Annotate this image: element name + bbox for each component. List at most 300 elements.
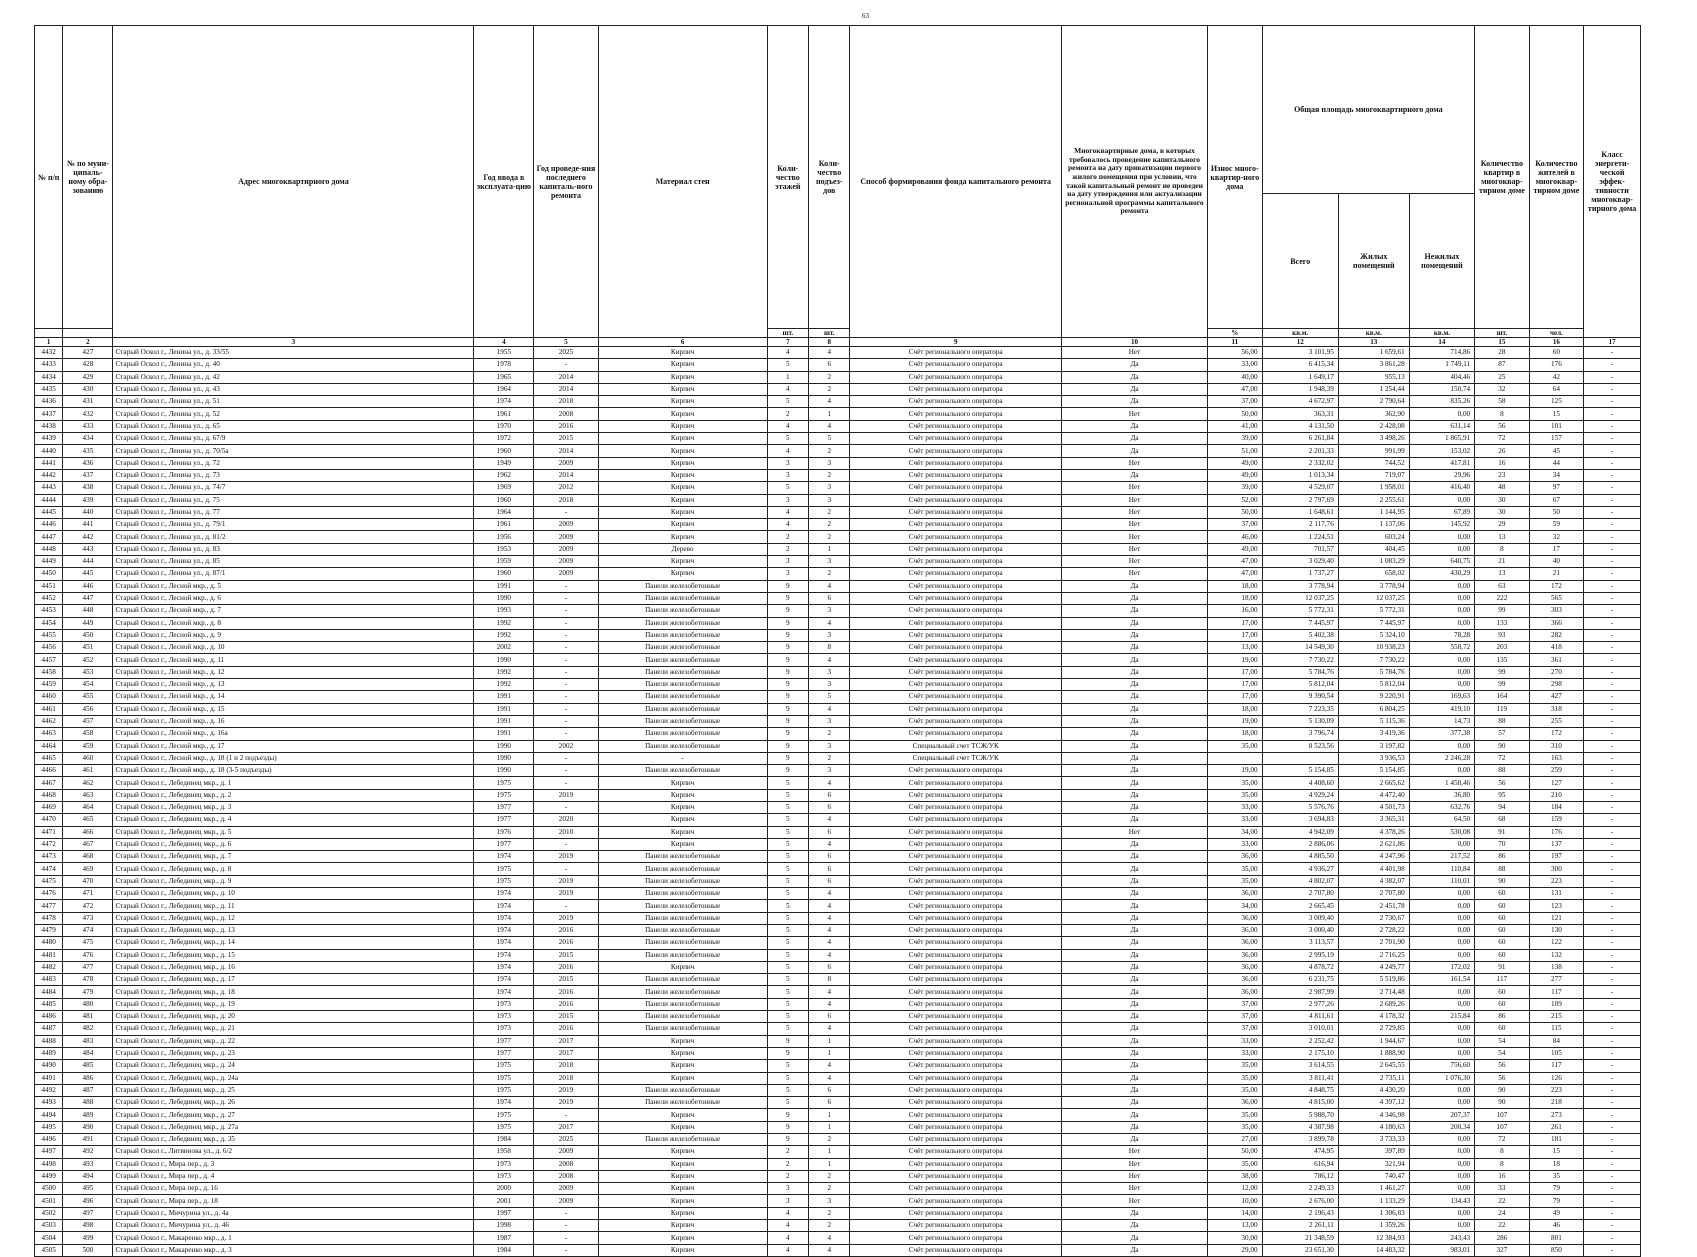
cell-wall-material: Панели железобетонные <box>598 617 767 629</box>
cell-year-built: 1974 <box>474 851 534 863</box>
cell-area-living: 991,99 <box>1338 445 1409 457</box>
cell-energy-class: - <box>1584 1134 1641 1146</box>
cell-address: Старый Оскол г., Лесной мкр., д. 14 <box>113 691 474 703</box>
cell-entrances: 4 <box>809 396 850 408</box>
cell-no: 4479 <box>35 924 63 936</box>
cell-entrances: 6 <box>809 961 850 973</box>
cell-apartments: 57 <box>1475 728 1530 740</box>
cell-year-repair: 2019 <box>534 1084 598 1096</box>
cell-mun-no: 471 <box>63 888 113 900</box>
cell-address: Старый Оскол г., Ленина ул., д. 40 <box>113 359 474 371</box>
cell-apartments: 32 <box>1475 383 1530 395</box>
table-row <box>35 851 1641 863</box>
cell-area-total: 786,12 <box>1262 1170 1338 1182</box>
cell-apartments: 60 <box>1475 949 1530 961</box>
cell-area-total: 1 649,17 <box>1262 371 1338 383</box>
cell-year-repair: 2019 <box>534 1097 598 1109</box>
cell-floors: 2 <box>767 1158 808 1170</box>
cell-address: Старый Оскол г., Мира пер., д. 4 <box>113 1170 474 1182</box>
table-row <box>35 482 1641 494</box>
header-floors: Коли-чество этажей <box>767 26 808 329</box>
cell-mun-no: 449 <box>63 617 113 629</box>
table-row <box>35 924 1641 936</box>
cell-area-total: 2 261,11 <box>1262 1220 1338 1232</box>
cell-year-built: 1973 <box>474 998 534 1010</box>
cell-area-nonliving: 0,00 <box>1409 494 1474 506</box>
cell-wear: 36,00 <box>1208 851 1263 863</box>
cell-address: Старый Оскол г., Мичурина ул., д. 46 <box>113 1220 474 1232</box>
cell-area-nonliving: 0,00 <box>1409 1183 1474 1195</box>
cell-apartments: 99 <box>1475 666 1530 678</box>
cell-entrances: 1 <box>809 408 850 420</box>
cell-year-built: 2002 <box>474 642 534 654</box>
cell-year-repair: 2018 <box>534 1060 598 1072</box>
header-apartments: Количество квартир в многоквар-тирном доме <box>1475 26 1530 329</box>
cell-year-repair: 2016 <box>534 961 598 973</box>
cell-floors: 9 <box>767 654 808 666</box>
table-row <box>35 703 1641 715</box>
cell-repair-needed: Да <box>1061 961 1207 973</box>
cell-floors: 5 <box>767 888 808 900</box>
cell-year-repair: 2002 <box>534 740 598 752</box>
cell-repair-needed: Да <box>1061 1220 1207 1232</box>
cell-residents: 42 <box>1529 371 1584 383</box>
cell-residents: 137 <box>1529 838 1584 850</box>
cell-mun-no: 434 <box>63 433 113 445</box>
cell-energy-class: - <box>1584 900 1641 912</box>
cell-mun-no: 486 <box>63 1072 113 1084</box>
cell-area-living: 3 197,82 <box>1338 740 1409 752</box>
cell-area-living: 4 397,12 <box>1338 1097 1409 1109</box>
cell-wear: 37,00 <box>1208 1023 1263 1035</box>
cell-wall-material: - <box>598 752 767 764</box>
cell-mun-no: 437 <box>63 469 113 481</box>
cell-area-nonliving: 0,00 <box>1409 1220 1474 1232</box>
cell-mun-no: 495 <box>63 1183 113 1195</box>
cell-address: Старый Оскол г., Лебединец мкр., д. 10 <box>113 888 474 900</box>
cell-wear: 30,00 <box>1208 1232 1263 1244</box>
cell-residents: 44 <box>1529 457 1584 469</box>
cell-fund-method: Счёт регионального оператора <box>850 679 1062 691</box>
table-row <box>35 1195 1641 1207</box>
cell-year-built: 1977 <box>474 838 534 850</box>
cell-residents: 67 <box>1529 494 1584 506</box>
cell-repair-needed: Да <box>1061 715 1207 727</box>
cell-apartments: 87 <box>1475 359 1530 371</box>
cell-year-built: 1998 <box>474 1220 534 1232</box>
cell-energy-class: - <box>1584 629 1641 641</box>
cell-floors: 9 <box>767 592 808 604</box>
cell-area-living: 4 178,32 <box>1338 1011 1409 1023</box>
table-row <box>35 728 1641 740</box>
cell-area-nonliving: 0,00 <box>1409 949 1474 961</box>
cell-no: 4458 <box>35 666 63 678</box>
cell-repair-needed: Да <box>1061 728 1207 740</box>
table-row <box>35 469 1641 481</box>
cell-year-repair: - <box>534 777 598 789</box>
cell-no: 4439 <box>35 433 63 445</box>
cell-floors: 9 <box>767 1121 808 1133</box>
cell-residents: 210 <box>1529 789 1584 801</box>
cell-year-built: 1975 <box>474 1072 534 1084</box>
cell-residents: 64 <box>1529 383 1584 395</box>
cell-fund-method: Счёт регионального оператора <box>850 863 1062 875</box>
cell-area-living: 4 346,98 <box>1338 1109 1409 1121</box>
cell-area-living: 3 861,28 <box>1338 359 1409 371</box>
cell-wall-material: Кирпич <box>598 420 767 432</box>
cell-residents: 565 <box>1529 592 1584 604</box>
cell-apartments: 60 <box>1475 937 1530 949</box>
cell-area-nonliving: 530,08 <box>1409 826 1474 838</box>
cell-entrances: 4 <box>809 1244 850 1256</box>
cell-mun-no: 459 <box>63 740 113 752</box>
cell-address: Старый Оскол г., Лебединец мкр., д. 27 <box>113 1109 474 1121</box>
cell-entrances: 5 <box>809 433 850 445</box>
cell-area-total: 1 737,27 <box>1262 568 1338 580</box>
cell-floors: 5 <box>767 838 808 850</box>
unit-apartments: шт. <box>1475 329 1530 338</box>
cell-floors: 4 <box>767 1232 808 1244</box>
cell-area-nonliving: 430,29 <box>1409 568 1474 580</box>
cell-residents: 32 <box>1529 531 1584 543</box>
cell-area-total: 3 899,78 <box>1262 1134 1338 1146</box>
cell-area-nonliving: 0,00 <box>1409 1047 1474 1059</box>
cell-apartments: 90 <box>1475 875 1530 887</box>
cell-area-total: 12 037,25 <box>1262 592 1338 604</box>
cell-area-total: 1 224,51 <box>1262 531 1338 543</box>
cell-area-living: 2 729,85 <box>1338 1023 1409 1035</box>
cell-mun-no: 477 <box>63 961 113 973</box>
unit-wear: % <box>1208 329 1263 338</box>
cell-no: 4490 <box>35 1060 63 1072</box>
cell-floors: 9 <box>767 666 808 678</box>
cell-area-living: 5 812,04 <box>1338 679 1409 691</box>
cell-repair-needed: Да <box>1061 1023 1207 1035</box>
cell-area-nonliving: 0,00 <box>1409 1207 1474 1219</box>
cell-year-repair: 2025 <box>534 347 598 359</box>
table-row <box>35 765 1641 777</box>
table-row <box>35 740 1641 752</box>
cell-area-living: 397,89 <box>1338 1146 1409 1158</box>
cell-year-built: 1953 <box>474 543 534 555</box>
cell-entrances: 2 <box>809 752 850 764</box>
cell-area-nonliving: 1 458,46 <box>1409 777 1474 789</box>
cell-address: Старый Оскол г., Макаренко мкр., д. 1 <box>113 1232 474 1244</box>
cell-no: 4466 <box>35 765 63 777</box>
cell-entrances: 4 <box>809 654 850 666</box>
cell-floors: 5 <box>767 875 808 887</box>
cell-no: 4453 <box>35 605 63 617</box>
cell-area-nonliving: 0,00 <box>1409 838 1474 850</box>
cell-wear: 10,00 <box>1208 1195 1263 1207</box>
cell-year-repair: 2008 <box>534 1170 598 1182</box>
cell-residents: 218 <box>1529 1097 1584 1109</box>
cell-area-nonliving: 0,00 <box>1409 1035 1474 1047</box>
table-row <box>35 1146 1641 1158</box>
cell-fund-method: Счёт регионального оператора <box>850 482 1062 494</box>
table-row <box>35 1011 1641 1023</box>
cell-year-built: 1977 <box>474 1035 534 1047</box>
cell-entrances: 4 <box>809 838 850 850</box>
cell-area-total: 4 529,07 <box>1262 482 1338 494</box>
cell-repair-needed: Нет <box>1061 457 1207 469</box>
cell-entrances: 6 <box>809 1097 850 1109</box>
cell-wall-material: Кирпич <box>598 1146 767 1158</box>
cell-fund-method: Счёт регионального оператора <box>850 1207 1062 1219</box>
cell-area-living: 1 944,67 <box>1338 1035 1409 1047</box>
cell-wall-material: Панели железобетонные <box>598 851 767 863</box>
cell-wall-material: Панели железобетонные <box>598 740 767 752</box>
cell-area-nonliving: 419,10 <box>1409 703 1474 715</box>
cell-area-total: 23 651,30 <box>1262 1244 1338 1256</box>
cell-area-living: 4 501,73 <box>1338 801 1409 813</box>
cell-area-nonliving: 110,84 <box>1409 863 1474 875</box>
cell-area-nonliving: 0,00 <box>1409 679 1474 691</box>
cell-area-living: 2 707,80 <box>1338 888 1409 900</box>
cell-area-total: 4 408,60 <box>1262 777 1338 789</box>
cell-wear: 50,00 <box>1208 1146 1263 1158</box>
cell-repair-needed: Да <box>1061 629 1207 641</box>
cell-repair-needed: Да <box>1061 937 1207 949</box>
cell-apartments: 135 <box>1475 654 1530 666</box>
cell-year-repair: - <box>534 617 598 629</box>
cell-year-repair: 2019 <box>534 912 598 924</box>
cell-residents: 35 <box>1529 1170 1584 1182</box>
cell-wear: 49,00 <box>1208 469 1263 481</box>
cell-wear: 36,00 <box>1208 949 1263 961</box>
cell-apartments: 48 <box>1475 482 1530 494</box>
cell-no: 4493 <box>35 1097 63 1109</box>
cell-area-nonliving: 0,00 <box>1409 592 1474 604</box>
column-number: 4 <box>474 338 534 347</box>
column-number: 3 <box>113 338 474 347</box>
cell-fund-method: Счёт регионального оператора <box>850 1146 1062 1158</box>
cell-energy-class: - <box>1584 556 1641 568</box>
cell-area-nonliving: 558,72 <box>1409 642 1474 654</box>
table-row <box>35 592 1641 604</box>
cell-no: 4491 <box>35 1072 63 1084</box>
cell-year-built: 1974 <box>474 924 534 936</box>
cell-area-total <box>1262 752 1338 764</box>
cell-year-built: 1991 <box>474 728 534 740</box>
cell-residents: 223 <box>1529 1084 1584 1096</box>
cell-year-built: 1975 <box>474 875 534 887</box>
cell-energy-class: - <box>1584 912 1641 924</box>
table-row <box>35 1220 1641 1232</box>
cell-floors: 4 <box>767 1220 808 1232</box>
cell-no: 4445 <box>35 506 63 518</box>
cell-area-living: 7 730,22 <box>1338 654 1409 666</box>
cell-wear: 49,00 <box>1208 543 1263 555</box>
cell-wear: 35,00 <box>1208 1060 1263 1072</box>
cell-fund-method: Счёт регионального оператора <box>850 912 1062 924</box>
cell-fund-method: Счёт регионального оператора <box>850 1035 1062 1047</box>
cell-floors: 5 <box>767 359 808 371</box>
table-row <box>35 1134 1641 1146</box>
cell-wear: 50,00 <box>1208 506 1263 518</box>
cell-area-nonliving: 835,26 <box>1409 396 1474 408</box>
cell-entrances: 6 <box>809 875 850 887</box>
cell-floors: 9 <box>767 679 808 691</box>
cell-energy-class: - <box>1584 1195 1641 1207</box>
cell-address: Старый Оскол г., Лебединец мкр., д. 25 <box>113 1084 474 1096</box>
table-row <box>35 801 1641 813</box>
cell-area-total: 4 131,50 <box>1262 420 1338 432</box>
cell-repair-needed: Да <box>1061 580 1207 592</box>
cell-fund-method: Счёт регионального оператора <box>850 580 1062 592</box>
cell-fund-method: Счёт регионального оператора <box>850 1023 1062 1035</box>
table-row <box>35 826 1641 838</box>
cell-energy-class: - <box>1584 875 1641 887</box>
cell-address: Старый Оскол г., Ленина ул., д. 74/7 <box>113 482 474 494</box>
cell-area-total: 4 885,50 <box>1262 851 1338 863</box>
header-year-built: Год ввода в эксплуата-цию <box>474 26 534 338</box>
cell-floors: 2 <box>767 531 808 543</box>
cell-year-repair: - <box>534 703 598 715</box>
cell-entrances: 2 <box>809 371 850 383</box>
column-number: 16 <box>1529 338 1584 347</box>
cell-wall-material: Панели железобетонные <box>598 642 767 654</box>
cell-entrances: 3 <box>809 482 850 494</box>
cell-wall-material: Кирпич <box>598 482 767 494</box>
cell-no: 4436 <box>35 396 63 408</box>
cell-apartments: 56 <box>1475 777 1530 789</box>
cell-area-living: 1 359,26 <box>1338 1220 1409 1232</box>
cell-area-nonliving: 377,38 <box>1409 728 1474 740</box>
cell-fund-method: Счёт регионального оператора <box>850 998 1062 1010</box>
cell-residents: 801 <box>1529 1232 1584 1244</box>
cell-area-living: 4 247,96 <box>1338 851 1409 863</box>
cell-wear: 13,00 <box>1208 1220 1263 1232</box>
table-row <box>35 457 1641 469</box>
cell-year-repair: 2014 <box>534 445 598 457</box>
table-row <box>35 912 1641 924</box>
cell-repair-needed: Нет <box>1061 1146 1207 1158</box>
table-row <box>35 777 1641 789</box>
cell-repair-needed: Нет <box>1061 543 1207 555</box>
cell-repair-needed: Да <box>1061 752 1207 764</box>
cell-entrances: 6 <box>809 863 850 875</box>
table-row <box>35 838 1641 850</box>
cell-no: 4482 <box>35 961 63 973</box>
cell-wear: 35,00 <box>1208 777 1263 789</box>
cell-apartments: 164 <box>1475 691 1530 703</box>
table-row <box>35 568 1641 580</box>
cell-year-repair: 2018 <box>534 1072 598 1084</box>
cell-fund-method: Счёт регионального оператора <box>850 986 1062 998</box>
cell-entrances: 8 <box>809 642 850 654</box>
cell-apartments: 16 <box>1475 457 1530 469</box>
cell-energy-class: - <box>1584 863 1641 875</box>
cell-wear: 29,00 <box>1208 1244 1263 1256</box>
cell-area-living: 404,45 <box>1338 543 1409 555</box>
column-number: 15 <box>1475 338 1530 347</box>
cell-address: Старый Оскол г., Лесной мкр., д. 17 <box>113 740 474 752</box>
cell-repair-needed: Да <box>1061 445 1207 457</box>
cell-no: 4505 <box>35 1244 63 1256</box>
cell-area-nonliving: 0,00 <box>1409 666 1474 678</box>
cell-mun-no: 427 <box>63 347 113 359</box>
cell-residents: 184 <box>1529 801 1584 813</box>
cell-area-total: 1 013,34 <box>1262 469 1338 481</box>
cell-area-total: 4 936,27 <box>1262 863 1338 875</box>
column-number: 17 <box>1584 338 1641 347</box>
cell-year-built: 1973 <box>474 1158 534 1170</box>
cell-address: Старый Оскол г., Ленина ул., д. 83 <box>113 543 474 555</box>
cell-wear: 18,00 <box>1208 592 1263 604</box>
cell-year-repair: 2010 <box>534 826 598 838</box>
cell-mun-no: 430 <box>63 383 113 395</box>
cell-address: Старый Оскол г., Лебединец мкр., д. 26 <box>113 1097 474 1109</box>
cell-area-living: 362,90 <box>1338 408 1409 420</box>
column-number: 14 <box>1409 338 1474 347</box>
cell-mun-no: 496 <box>63 1195 113 1207</box>
cell-repair-needed: Да <box>1061 875 1207 887</box>
table-row <box>35 420 1641 432</box>
cell-area-living: 7 445,97 <box>1338 617 1409 629</box>
cell-no: 4441 <box>35 457 63 469</box>
cell-residents: 117 <box>1529 986 1584 998</box>
cell-year-built: 1977 <box>474 801 534 813</box>
cell-year-repair: 2016 <box>534 1023 598 1035</box>
cell-area-nonliving: 1 749,11 <box>1409 359 1474 371</box>
cell-residents: 45 <box>1529 445 1584 457</box>
cell-no: 4481 <box>35 949 63 961</box>
cell-year-repair: 2016 <box>534 924 598 936</box>
cell-entrances: 2 <box>809 1134 850 1146</box>
cell-mun-no: 454 <box>63 679 113 691</box>
cell-area-living: 4 472,40 <box>1338 789 1409 801</box>
cell-wall-material: Кирпич <box>598 1035 767 1047</box>
cell-entrances: 3 <box>809 556 850 568</box>
cell-energy-class: - <box>1584 1011 1641 1023</box>
cell-apartments: 90 <box>1475 1084 1530 1096</box>
cell-no: 4503 <box>35 1220 63 1232</box>
header-area-nonliving: Нежилых помещений <box>1409 194 1474 329</box>
cell-mun-no: 442 <box>63 531 113 543</box>
cell-wall-material: Панели железобетонные <box>598 703 767 715</box>
cell-area-total: 4 672,97 <box>1262 396 1338 408</box>
cell-area-living: 321,94 <box>1338 1158 1409 1170</box>
cell-wear: 19,00 <box>1208 765 1263 777</box>
cell-repair-needed: Да <box>1061 814 1207 826</box>
cell-wall-material: Кирпич <box>598 359 767 371</box>
cell-residents: 132 <box>1529 949 1584 961</box>
cell-wall-material: Кирпич <box>598 347 767 359</box>
cell-repair-needed: Нет <box>1061 347 1207 359</box>
table-row <box>35 1158 1641 1170</box>
cell-area-living: 2 730,67 <box>1338 912 1409 924</box>
cell-area-living: 955,13 <box>1338 371 1409 383</box>
cell-mun-no: 490 <box>63 1121 113 1133</box>
cell-energy-class: - <box>1584 605 1641 617</box>
cell-repair-needed: Нет <box>1061 568 1207 580</box>
cell-residents: 21 <box>1529 568 1584 580</box>
table-row <box>35 679 1641 691</box>
cell-residents: 366 <box>1529 617 1584 629</box>
cell-residents: 130 <box>1529 924 1584 936</box>
cell-floors: 5 <box>767 433 808 445</box>
cell-area-living: 5 154,85 <box>1338 765 1409 777</box>
cell-area-nonliving: 0,00 <box>1409 654 1474 666</box>
cell-area-total: 6 231,75 <box>1262 974 1338 986</box>
cell-area-nonliving: 200,34 <box>1409 1121 1474 1133</box>
cell-year-repair: 2014 <box>534 371 598 383</box>
cell-floors: 9 <box>767 703 808 715</box>
cell-entrances: 4 <box>809 998 850 1010</box>
cell-residents: 172 <box>1529 580 1584 592</box>
cell-address: Старый Оскол г., Ленина ул., д. 85 <box>113 556 474 568</box>
